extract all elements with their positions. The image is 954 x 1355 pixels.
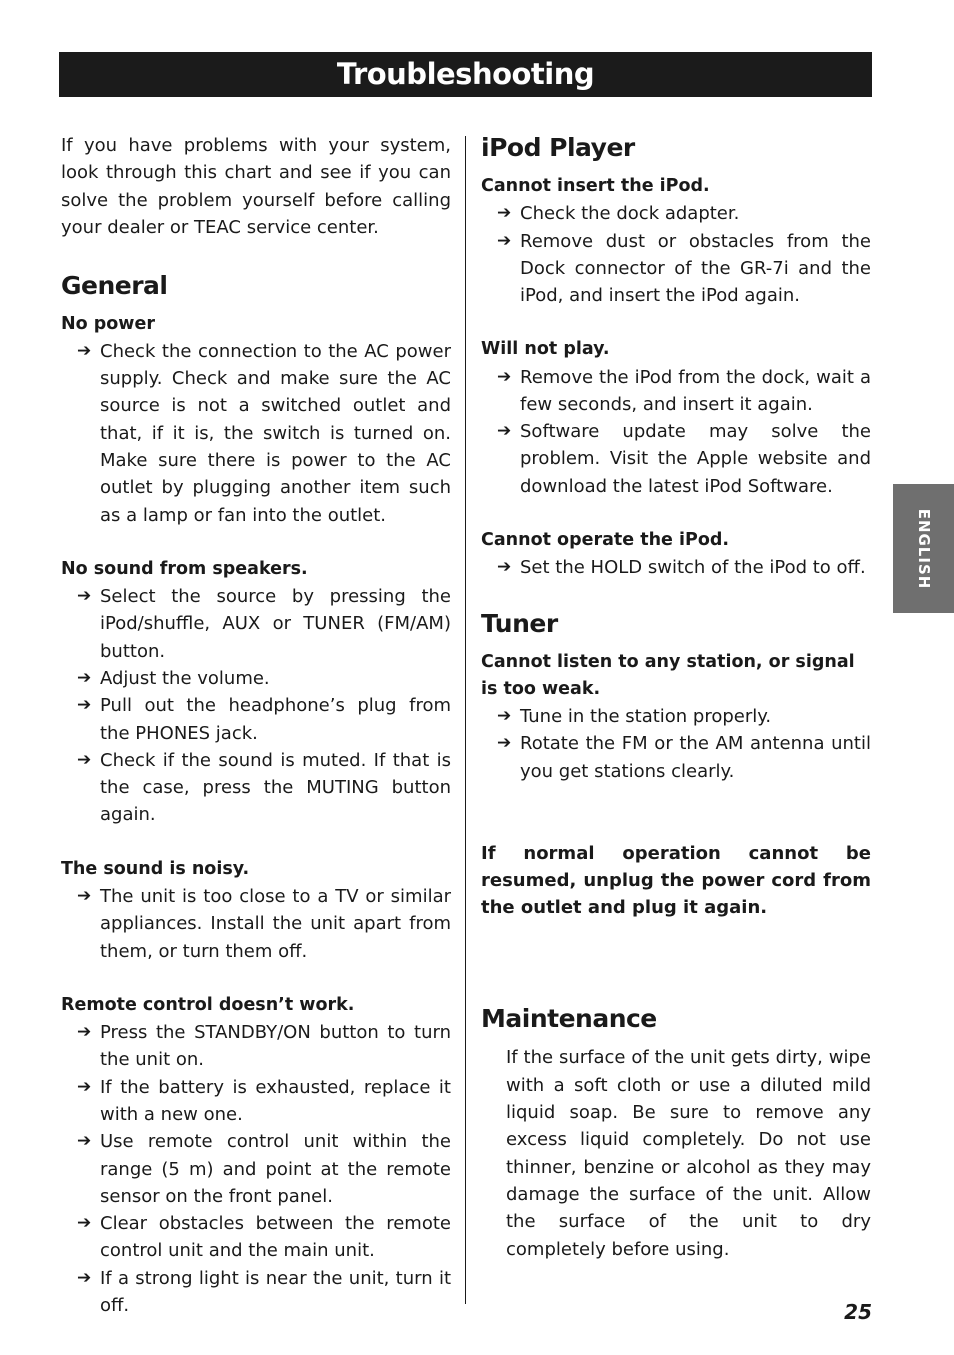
problem-title: Cannot operate the iPod.: [481, 530, 730, 551]
solution-item: ➔ Adjust the volume.: [61, 665, 451, 692]
solution-item: ➔ Use remote control unit within the range (5 m) and point at the remote sensor on the front panel.: [61, 1128, 451, 1210]
arrow-right-icon: ➔: [77, 1022, 92, 1043]
problem-title: No power: [61, 313, 155, 334]
solution-item: ➔ Press the STANDBY/ON button to turn the unit on.: [61, 1019, 451, 1074]
solution-item: ➔ Tune in the station properly.: [481, 703, 871, 730]
language-tab-label: ENGLISH: [914, 508, 933, 589]
arrow-right-icon: ➔: [497, 203, 512, 224]
reset-note: If normal operation cannot be resumed, unplug the power cord from the outlet and plug it again.: [481, 842, 871, 919]
arrow-right-icon: ➔: [497, 557, 512, 578]
tuner-heading: Tuner: [481, 608, 558, 638]
group-remote: [61, 992, 451, 1319]
solution-item: ➔ If a strong light is near the unit, turn it off.: [61, 1265, 451, 1320]
problem-title: Cannot insert the iPod.: [481, 176, 710, 196]
solution-item: ➔ Set the HOLD switch of the iPod to off.: [481, 554, 871, 581]
arrow-right-icon: ➔: [77, 1267, 92, 1288]
solution-item: ➔ Remove the iPod from the dock, wait a few seconds, and insert it again.: [481, 364, 871, 419]
group-cannot-insert: [481, 173, 871, 309]
arrow-right-icon: ➔: [77, 1213, 92, 1234]
arrow-right-icon: ➔: [77, 885, 92, 906]
solution-item: ➔ If the battery is exhausted, replace it with a new one.: [61, 1074, 451, 1129]
arrow-right-icon: ➔: [497, 733, 512, 754]
solution-item: ➔ Rotate the FM or the AM antenna until you get stations clearly.: [481, 730, 871, 785]
group-cannot-operate: [481, 527, 871, 582]
problem-title: No sound from speakers.: [61, 558, 308, 579]
solution-item: ➔ Check the connection to the AC power supply. Check and make sure the AC source is not a switched outlet and that, if it is, the switch is turned on. Make sure there is power to the AC outlet by plugging another item such as a lamp or fan into the outlet.: [61, 338, 451, 529]
solution-item: ➔ Check the dock adapter.: [481, 200, 871, 227]
general-heading: General: [61, 270, 168, 300]
solution-item: ➔ Clear obstacles between the remote control unit and the main unit.: [61, 1210, 451, 1265]
group-tuner-signal: [481, 649, 871, 785]
group-no-power: [61, 311, 451, 529]
problem-title: Cannot listen to any station, or signal is too weak.: [481, 651, 855, 699]
intro-text: If you have problems with your system, look through this chart and see if you can solve the problem yourself before calling your dealer or TEAC service center.: [61, 135, 451, 239]
page-title: Troubleshooting: [59, 52, 872, 97]
arrow-right-icon: ➔: [77, 668, 92, 688]
arrow-right-icon: ➔: [77, 1076, 92, 1097]
arrow-right-icon: ➔: [497, 421, 512, 442]
arrow-right-icon: ➔: [77, 1131, 92, 1152]
solution-item: ➔ Check if the sound is muted. If that is the case, press the MUTING button again.: [61, 747, 451, 829]
problem-title: Remote control doesn’t work.: [61, 994, 355, 1015]
arrow-right-icon: ➔: [77, 586, 92, 607]
arrow-right-icon: ➔: [77, 749, 92, 770]
problem-title: Will not play.: [481, 339, 610, 360]
arrow-right-icon: ➔: [77, 340, 92, 361]
right-column: [481, 132, 871, 1263]
group-noisy: [61, 856, 451, 965]
group-will-not-play: [481, 336, 871, 500]
solution-item: ➔ Remove dust or obstacles from the Dock connector of the GR-7i and the iPod, and insert the iPod again.: [481, 228, 871, 310]
solution-item: ➔ Software update may solve the problem. Visit the Apple website and download the latest iPod Software.: [481, 418, 871, 500]
maintenance-heading: Maintenance: [481, 1004, 657, 1034]
group-no-sound: [61, 556, 451, 829]
arrow-right-icon: ➔: [497, 705, 512, 726]
solution-item: ➔ The unit is too close to a TV or similar appliances. Install the unit apart from them, or turn them off.: [61, 883, 451, 965]
page-number: 25: [844, 1300, 872, 1324]
ipod-heading: iPod Player: [481, 133, 635, 162]
arrow-right-icon: ➔: [497, 230, 512, 251]
left-column: [61, 132, 451, 1319]
column-divider: [465, 136, 466, 1304]
arrow-right-icon: ➔: [497, 366, 512, 387]
solution-item: ➔ Pull out the headphone’s plug from the PHONES jack.: [61, 692, 451, 747]
language-tab: [893, 484, 954, 613]
problem-title: The sound is noisy.: [61, 858, 250, 879]
maintenance-text: If the surface of the unit gets dirty, wipe with a soft cloth or use a diluted mild liquid soap. Be sure to remove any excess liquid completely. Do not use thinner, benzine or alcohol as they may damage the surface of the unit. Allow the surface of the unit to dry completely before using.: [506, 1047, 871, 1260]
arrow-right-icon: ➔: [77, 695, 92, 716]
solution-item: ➔ Select the source by pressing the iPod/shuffle, AUX or TUNER (FM/AM) button.: [61, 583, 451, 665]
